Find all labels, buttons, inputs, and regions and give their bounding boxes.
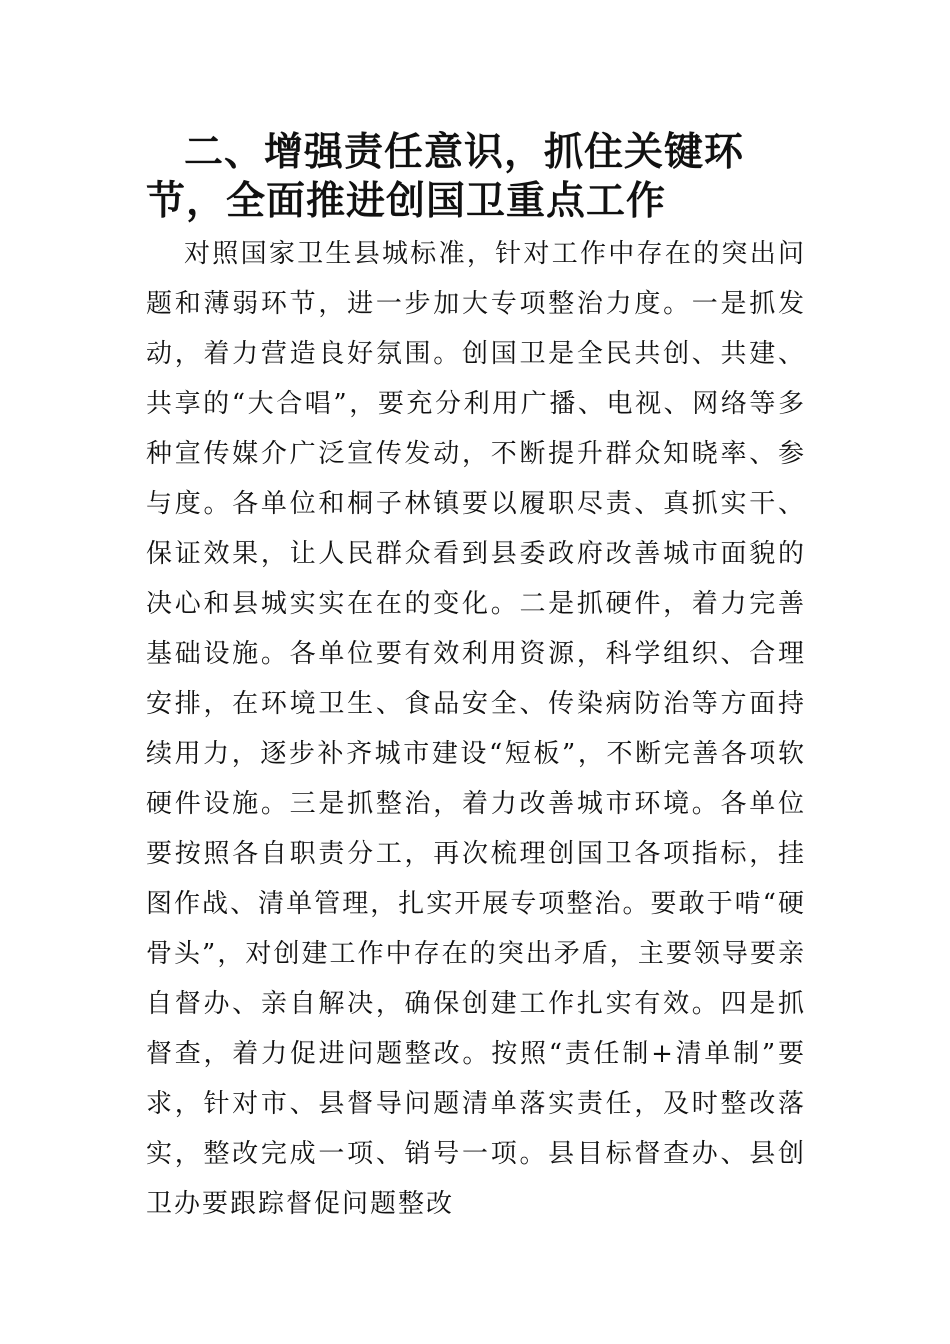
document-body xyxy=(146,128,806,1229)
section-heading: 二、增强责任意识，抓住关键环节，全面推进创国卫重点工作 xyxy=(146,130,745,224)
body-paragraph: 对照国家卫生县城标准，针对工作中存在的突出问题和薄弱环节，进一步加大专项整治力度。一是抓发动，着力营造良好氛围。创国卫是全民共创、共建、共享的“大合唱”，要充分利用广播、电视、网络等多种宣传媒介广泛宣传发动，不断提升群众知晓率、参与度。各单位和桐子林镇要以履职尽责、真抓实干、保证效果，让人民群众看到县委政府改善城市面貌的决心和县城实实在在的变化。二是抓硬件，着力完善基础设施。各单位要有效利用资源，科学组织、合理安排，在环境卫生、食品安全、传染病防治等方面持续用力，逐步补齐城市建设“短板”，不断完善各项软硬件设施。三是抓整治，着力改善城市环境。各单位要按照各自职责分工，再次梳理创国卫各项指标，挂图作战、清单管理，扎实开展专项整治。要敢于啃“硬骨头”，对创建工作中存在的突出矛盾，主要领导要亲自督办、亲自解决，确保创建工作扎实有效。四是抓督查，着力促进问题整改。按照“责任制+清单制”要求，针对市、县督导问题清单落实责任，及时整改落实，整改完成一项、销号一项。县目标督查办、县创卫办要跟踪督促问题整改 xyxy=(146,239,806,1219)
